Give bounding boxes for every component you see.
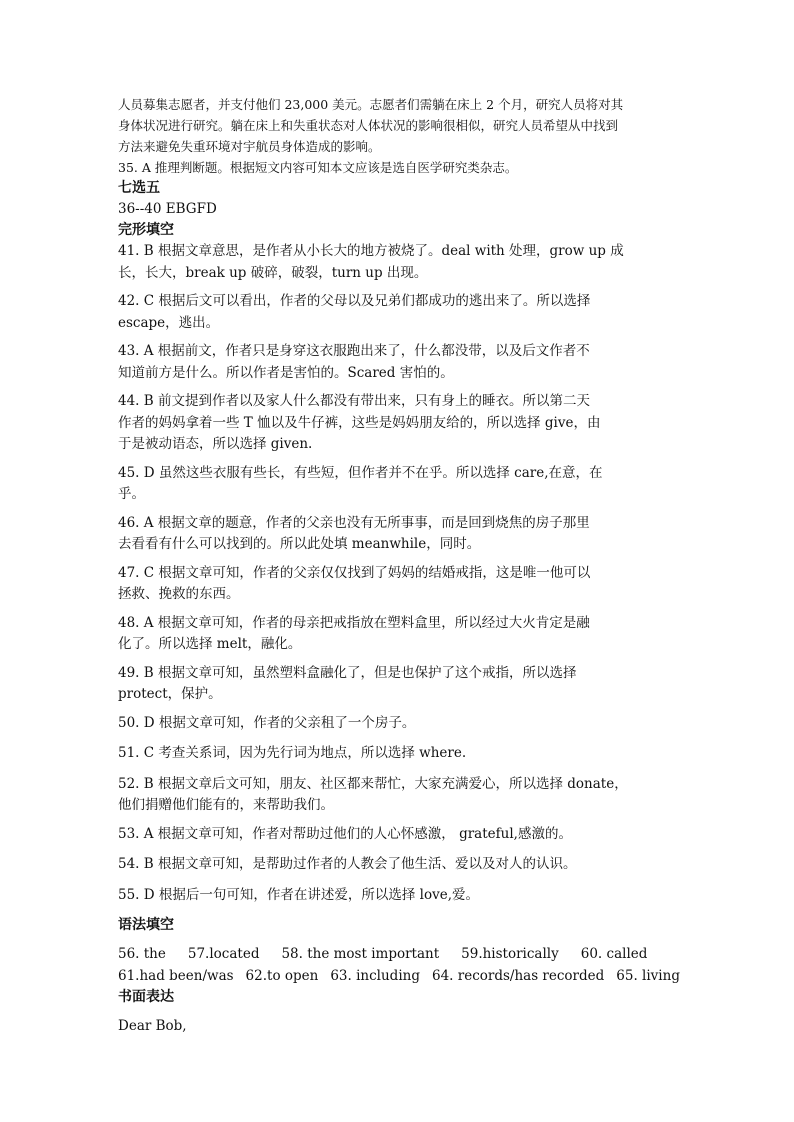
cloze-item-42: 42. C 根据后文可以看出，作者的父母以及兄弟们都成功的逃出来了。所以选择 escape，逃出。 <box>118 293 591 331</box>
grammar-answers-row-2 <box>118 966 680 988</box>
grammar-answer-65: 65. living <box>616 967 680 984</box>
cloze-item-52: 52. B 根据文章后文可知，朋友、社区都来帮忙，大家充满爱心，所以选择 donate， 他们捐赠他们能有的，来帮助我们。 <box>118 775 628 813</box>
cloze-item-43: 43. A 根据前文，作者只是身穿这衣服跑出来了，什么都没带，以及后文作者不 知道前方是什么。所以作者是害怕的。Scared 害怕的。 <box>118 343 590 381</box>
intro-line: 人员募集志愿者，并支付他们 23,000 美元。志愿者们需躺在床上 2 个月，研究人员将对其 <box>118 97 624 112</box>
section-heading-writing: 书面表达 <box>118 989 174 1005</box>
cloze-item-50: 50. D 根据文章可知，作者的父亲租了一个房子。 <box>118 714 416 731</box>
grammar-answer-60: 60. called <box>580 946 648 962</box>
spacer <box>118 1008 680 1016</box>
answers-36-40: 36--40 EBGFD <box>118 201 217 217</box>
grammar-answer-61: 61.had been/was <box>118 967 234 984</box>
grammar-answer-63: 63. including <box>330 967 420 984</box>
grammar-answer-62: 62.to open <box>245 967 319 984</box>
section-heading-grammar: 语法填空 <box>118 917 174 933</box>
cloze-item-55: 55. D 根据后一句可知，作者在讲述爱，所以选择 love,爱。 <box>118 886 480 903</box>
answer-key-page <box>118 94 680 1037</box>
section-heading-cloze: 完形填空 <box>118 222 174 238</box>
intro-line: 身体状况进行研究。躺在床上和失重状态对人体状况的影响很相似，研究人员希望从中找到 <box>118 118 619 133</box>
cloze-item-49: 49. B 根据文章可知，虽然塑料盒融化了，但是也保护了这个戒指，所以选择 protect，保护。 <box>118 664 577 702</box>
grammar-answers-row-1 <box>118 944 680 966</box>
section-heading-qixuanwu: 七选五 <box>118 180 160 196</box>
cloze-item-41: 41. B 根据文章意思，是作者从小长大的地方被烧了。deal with 处理，grow up 成 长，长大，break up 破碎，破裂，turn up 出现。 <box>118 243 624 281</box>
cloze-item-44: 44. B 前文提到作者以及家人什么都没有带出来，只有身上的睡衣。所以第二天 作者的妈妈拿着一些 T 恤以及牛仔裤，这些是妈妈朋友给的，所以选择 give，由 于是被动语态，所以选择 given. <box>118 393 601 452</box>
cloze-item-48: 48. A 根据文章可知，作者的母亲把戒指放在塑料盒里，所以经过大火肯定是融 化了。所以选择 melt，融化。 <box>118 614 590 652</box>
cloze-item-46: 46. A 根据文章的题意，作者的父亲也没有无所事事，而是回到烧焦的房子那里 去看看有什么可以找到的。所以此处填 meanwhile，同时。 <box>118 514 590 552</box>
grammar-answer-57: 57.located <box>187 946 260 962</box>
grammar-answer-64: 64. records/has recorded <box>431 967 605 984</box>
letter-salutation: Dear Bob, <box>118 1018 187 1034</box>
spacer <box>118 936 680 944</box>
cloze-item-45: 45. D 虽然这些衣服有些长，有些短，但作者并不在乎。所以选择 care,在意，在 乎。 <box>118 464 603 502</box>
cloze-item-53: 53. A 根据文章可知，作者对帮助过他们的人心怀感激， grateful,感激的。 <box>118 825 572 842</box>
cloze-item-51: 51. C 考查关系词，因为先行词为地点，所以选择 where. <box>118 745 467 761</box>
cloze-item-47: 47. C 根据文章可知，作者的父亲仅仅找到了妈妈的结婚戒指，这是唯一他可以 拯救、挽救的东西。 <box>118 564 591 602</box>
answer-35: 35. A 推理判断题。根据短文内容可知本文应该是选自医学研究类杂志。 <box>118 160 518 175</box>
grammar-answer-59: 59.historically <box>461 946 559 962</box>
grammar-answer-58: 58. the most important <box>281 946 440 962</box>
cloze-item-54: 54. B 根据文章可知，是帮助过作者的人教会了他生活、爱以及对人的认识。 <box>118 856 577 872</box>
grammar-answer-56: 56. the <box>118 946 166 962</box>
intro-line: 方法来避免失重环境对宇航员身体造成的影响。 <box>118 139 381 154</box>
